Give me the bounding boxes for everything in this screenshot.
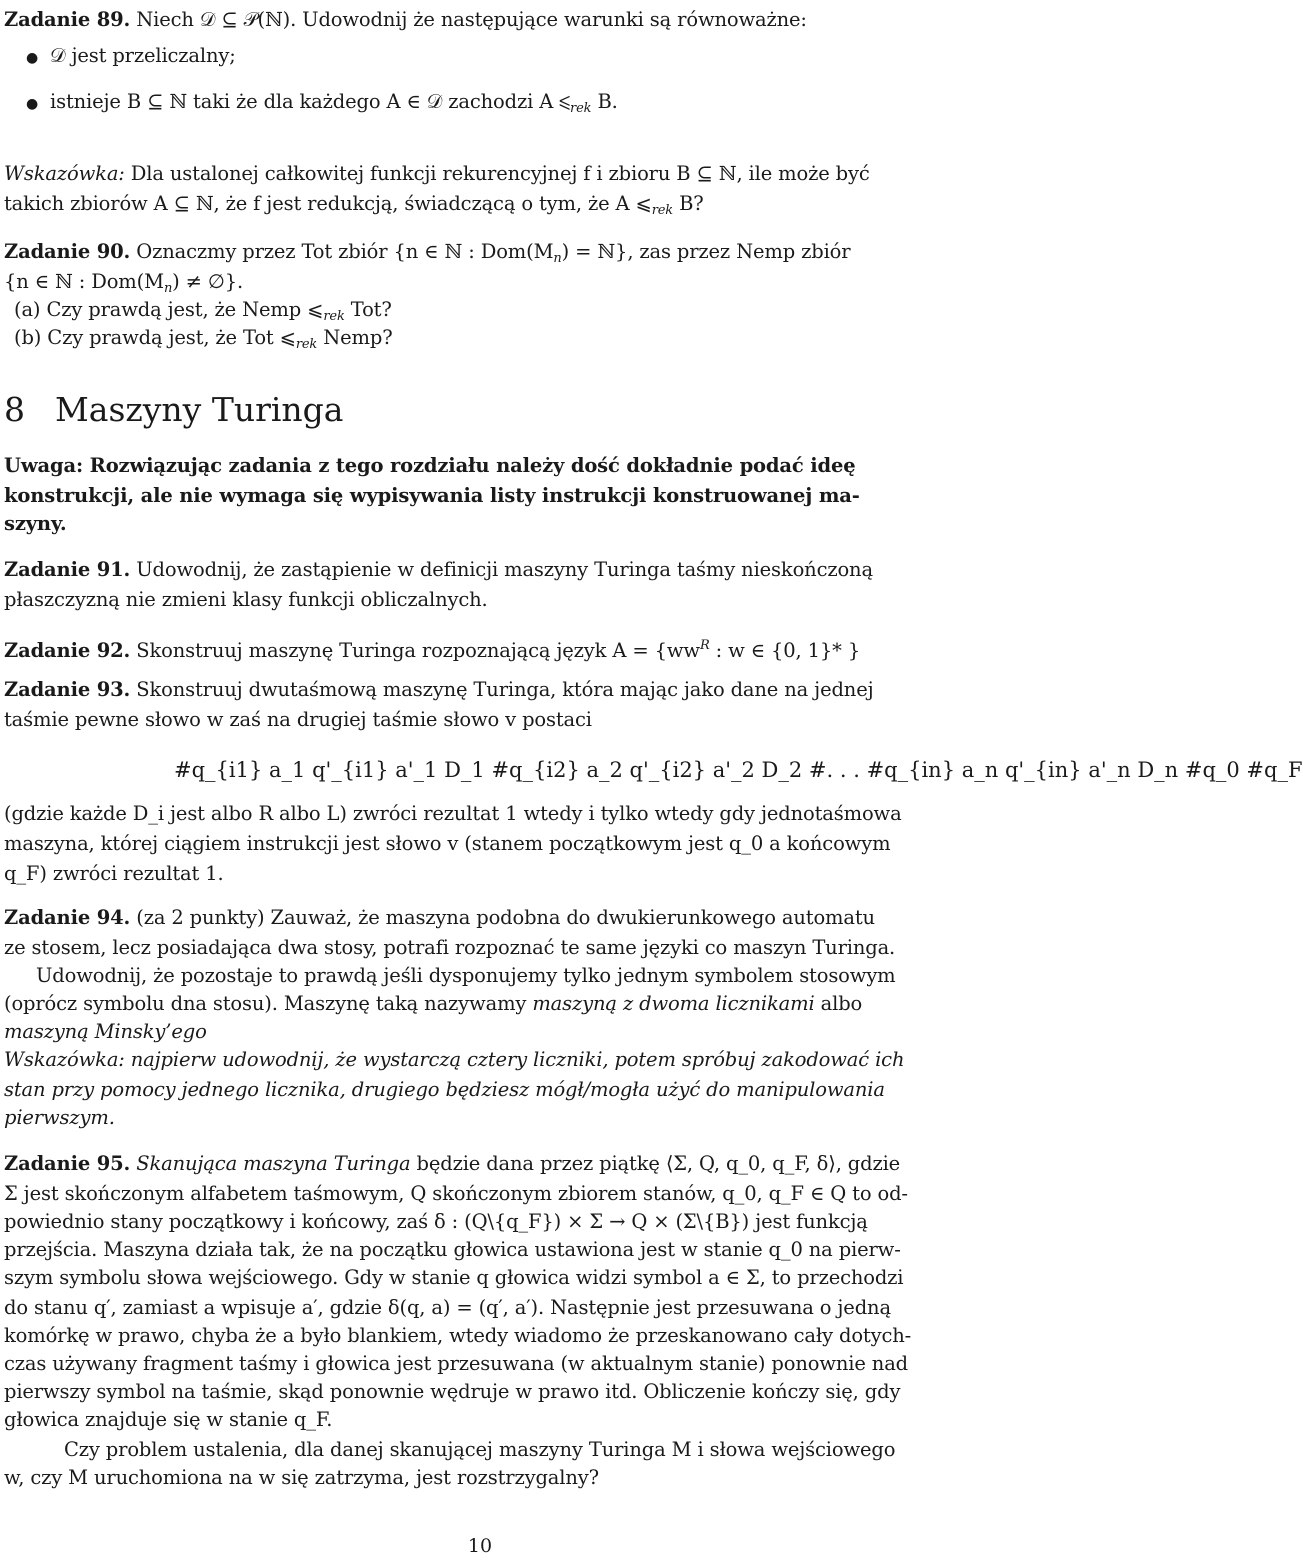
exercise-label: Zadanie 89. <box>4 8 131 31</box>
z94-line-1: Zadanie 94. (za 2 punkty) Zauważ, że maszyna podobna do dwukierunkowego automatu <box>4 906 875 929</box>
z89-bullet-1: 𝒟 jest przeliczalny; <box>50 44 236 67</box>
z95-line-5: szym symbolu słowa wejściowego. Gdy w stanie q głowica widzi symbol a ∈ Σ, to przechodzi <box>4 1266 904 1289</box>
z95-line-6: do stanu q′, zamiast a wpisuje a′, gdzie δ(q, a) = (q′, a′). Następnie jest przesuwana o jedną <box>4 1296 891 1319</box>
z90-question-b: (b) Czy prawdą jest, że Tot $⩽_{rek}$ Nemp? <box>14 326 393 352</box>
page-number: 10 <box>467 1535 493 1557</box>
section-heading <box>4 388 343 432</box>
z93-line-5: q_F) zwróci rezultat 1. <box>4 862 224 885</box>
z95-line-10: głowica znajduje się w stanie q_F. <box>4 1408 333 1431</box>
z95-line-12: w, czy M uruchomiona na w się zatrzyma, jest rozstrzygalny? <box>4 1466 599 1489</box>
z95-line-4: przejścia. Maszyna działa tak, że na początku głowica ustawiona jest w stanie q_0 na pierw- <box>4 1238 901 1261</box>
z95-line-9: pierwszy symbol na taśmie, skąd ponownie wędruje w prawo itd. Obliczenie kończy się, gdy <box>4 1380 901 1403</box>
exercise-label: Zadanie 93. <box>4 678 131 701</box>
z94-line-2: ze stosem, lecz posiadająca dwa stosy, potrafi rozpoznać te same języki co maszyn Turinga. <box>4 936 896 959</box>
z89-hint-line-1: Wskazówka: Dla ustalonej całkowitej funkcji rekurencyjnej f i zbioru B ⊆ ℕ, ile może być <box>4 162 870 185</box>
z90-question-a: (a) Czy prawdą jest, że Nemp $⩽_{rek}$ Tot? <box>14 298 392 324</box>
exercise-label: Zadanie 94. <box>4 906 131 929</box>
z94-hint-line-1: Wskazówka: najpierw udowodnij, że wystarczą cztery liczniki, potem spróbuj zakodować ich <box>4 1048 905 1071</box>
z90-line-2: {n ∈ ℕ : $Dom(M_n)$ ≠ ∅}. <box>4 270 244 296</box>
section-number: 8 <box>4 390 25 429</box>
note-line-2: konstrukcji, ale nie wymaga się wypisywania listy instrukcji konstruowanej ma- <box>4 484 860 507</box>
note-line-3: szyny. <box>4 512 67 535</box>
z94-line-4: (oprócz symbolu dna stosu). Maszynę taką nazywamy maszyną z dwoma licznikami albo <box>4 992 863 1015</box>
exercise-label: Zadanie 90. <box>4 240 131 263</box>
z91-line-2: płaszczyzną nie zmieni klasy funkcji obliczalnych. <box>4 588 488 611</box>
bullet-icon: ● <box>26 96 39 112</box>
exercise-label: Zadanie 91. <box>4 558 131 581</box>
z94-hint-line-3: pierwszym. <box>4 1106 115 1129</box>
z93-line-2: taśmie pewne słowo w zaś na drugiej taśmie słowo v postaci <box>4 708 592 731</box>
z93-line-1: Zadanie 93. Skonstruuj dwutaśmową maszynę Turinga, która mając jako dane na jednej <box>4 678 874 701</box>
z95-line-7: komórkę w prawo, chyba że a było blankiem, wtedy wiadomo że przeskanowano cały dotych- <box>4 1324 912 1347</box>
section-title: Maszyny Turinga <box>55 390 344 429</box>
z95-line-3: powiednio stany początkowy i końcowy, zaś δ : (Q\{q_F}) × Σ → Q × (Σ\{B}) jest funkcją <box>4 1210 868 1233</box>
z95-line-11: Czy problem ustalenia, dla danej skanującej maszyny Turinga M i słowa wejściowego <box>64 1438 896 1461</box>
exercise-label: Zadanie 92. <box>4 639 131 662</box>
z94-line-3: Udowodnij, że pozostaje to prawdą jeśli dysponujemy tylko jednym symbolem stosowym <box>36 964 896 987</box>
z90-line-1: Zadanie 90. Oznaczmy przez Tot zbiór {n ∈ ℕ : $Dom(M_n)$ = ℕ}, zas przez Nemp zbiór <box>4 240 851 266</box>
z93-line-3: (gdzie każde D_i jest albo R albo L) zwróci rezultat 1 wtedy i tylko wtedy gdy jednotaśmowa <box>4 802 902 825</box>
z94-line-5: maszyną Minsky’ego <box>4 1020 207 1043</box>
z93-formula: #q_{i1} a_1 q'_{i1} a'_1 D_1 #q_{i2} a_2 q'_{i2} a'_2 D_2 #. . . #q_{in} a_n q'_{in} a'_n D_n #q_0 #q_F <box>174 758 1303 782</box>
z95-line-1: Zadanie 95. Skanująca maszyna Turinga będzie dana przez piątkę ⟨Σ, Q, q_0, q_F, δ⟩, gdzie <box>4 1152 901 1175</box>
z95-line-2: Σ jest skończonym alfabetem taśmowym, Q skończonym zbiorem stanów, q_0, q_F ∈ Q to od- <box>4 1182 908 1205</box>
bullet-icon: ● <box>26 50 39 66</box>
z89-intro: Zadanie 89. Niech 𝒟 ⊆ 𝒫(ℕ). Udowodnij że następujące warunki są równoważne: <box>4 8 807 31</box>
z92-line-1: Zadanie 92. Skonstruuj maszynę Turinga rozpoznającą język $A = \{ww^R$ : w ∈ {0, 1}* } <box>4 638 861 662</box>
exercise-label: Zadanie 95. <box>4 1152 131 1175</box>
z89-bullet-2: istnieje B ⊆ ℕ taki że dla każdego A ∈ 𝒟 zachodzi A $⩽_{rek}$ B. <box>50 90 618 116</box>
z95-line-8: czas używany fragment taśmy i głowica jest przesuwana (w aktualnym stanie) ponownie nad <box>4 1352 909 1375</box>
note-line-1: Uwaga: Rozwiązując zadania z tego rozdziału należy dość dokładnie podać ideę <box>4 454 856 477</box>
z93-line-4: maszyna, której ciągiem instrukcji jest słowo v (stanem początkowym jest q_0 a końcowym <box>4 832 891 855</box>
z89-hint-line-2: takich zbiorów A ⊆ ℕ, że f jest redukcją, świadczącą o tym, że A $⩽_{rek}$ B? <box>4 192 704 218</box>
z91-line-1: Zadanie 91. Udowodnij, że zastąpienie w definicji maszyny Turinga taśmy nieskończoną <box>4 558 873 581</box>
z94-hint-line-2: stan przy pomocy jednego licznika, drugiego będziesz mógł/mogła użyć do manipulowania <box>4 1078 885 1101</box>
